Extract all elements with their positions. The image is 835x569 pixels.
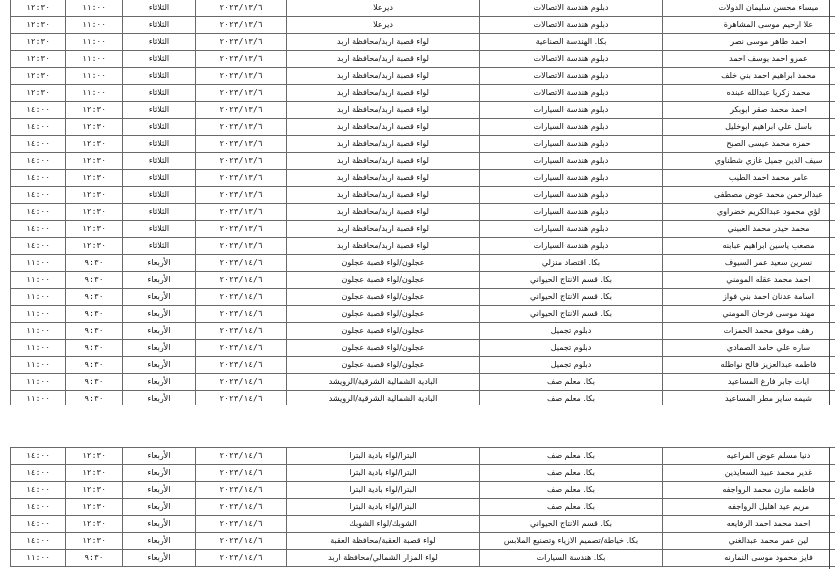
date-cell: ٢٠٢٣/١٣/٦ <box>196 170 287 187</box>
location-cell: البادية الشمالية الشرقية/الرويشد <box>287 374 480 391</box>
specialization-cell: دبلوم هندسة السيارات <box>480 153 663 170</box>
date-cell: ٢٠٢٣/١٣/٦ <box>196 34 287 51</box>
start-time-cell: ١٢:٣٠ <box>66 499 123 516</box>
end-time-cell: ١١:٠٠ <box>11 272 66 289</box>
table-row <box>11 340 835 357</box>
location-cell: عجلون/لواء قصبة عجلون <box>287 289 480 306</box>
name-cell: فايز محمود موسى النمارنه <box>663 550 835 567</box>
location-cell: عجلون/لواء قصبة عجلون <box>287 323 480 340</box>
table-row <box>11 323 835 340</box>
specialization-cell: بكا. هندسة السيارات <box>480 550 663 567</box>
table-row <box>11 448 835 465</box>
date-cell: ٢٠٢٣/١٣/٦ <box>196 204 287 221</box>
day-cell: الثلاثاء <box>123 204 196 221</box>
specialization-cell: بكا. معلم صف <box>480 465 663 482</box>
date-cell: ٢٠٢٣/١٤/٦ <box>196 340 287 357</box>
location-cell: عجلون/لواء قصبة عجلون <box>287 255 480 272</box>
date-cell: ٢٠٢٣/١٣/٦ <box>196 221 287 238</box>
name-cell: عبدالرحمن محمد عوض مصطفى <box>663 187 835 204</box>
location-cell: البترا/لواء بادية البترا <box>287 465 480 482</box>
end-time-cell: ١٤:٠٠ <box>11 187 66 204</box>
start-time-cell: ٩:٣٠ <box>66 272 123 289</box>
specialization-cell: دبلوم تجميل <box>480 323 663 340</box>
end-time-cell: ١٤:٠٠ <box>11 153 66 170</box>
day-cell: الأربعاء <box>123 374 196 391</box>
date-cell: ٢٠٢٣/١٣/٦ <box>196 0 287 17</box>
name-cell: مريم عيد اهليل الرواجفه <box>663 499 835 516</box>
day-cell: الأربعاء <box>123 272 196 289</box>
day-cell: الأربعاء <box>123 516 196 533</box>
date-cell: ٢٠٢٣/١٣/٦ <box>196 51 287 68</box>
day-cell: الثلاثاء <box>123 17 196 34</box>
end-time-cell: ١٢:٣٠ <box>11 51 66 68</box>
name-cell: احمد طاهر موسى نصر <box>663 34 835 51</box>
table-row <box>11 204 835 221</box>
date-cell: ٢٠٢٣/١٤/٦ <box>196 357 287 374</box>
table-row <box>11 153 835 170</box>
specialization-cell: دبلوم هندسة السيارات <box>480 102 663 119</box>
name-cell: اسامة عدنان احمد بني فواز <box>663 289 835 306</box>
specialization-cell: بكا. قسم الانتاج الحيواني <box>480 289 663 306</box>
specialization-cell: دبلوم هندسة السيارات <box>480 119 663 136</box>
end-time-cell: ١١:٠٠ <box>11 340 66 357</box>
specialization-cell: دبلوم هندسة السيارات <box>480 204 663 221</box>
table-row <box>11 119 835 136</box>
date-cell: ٢٠٢٣/١٤/٦ <box>196 306 287 323</box>
date-cell: ٢٠٢٣/١٤/٦ <box>196 499 287 516</box>
name-cell: احمد محمد صقر ابوبكر <box>663 102 835 119</box>
day-cell: الثلاثاء <box>123 68 196 85</box>
end-time-cell: ١١:٠٠ <box>11 306 66 323</box>
day-cell: الأربعاء <box>123 448 196 465</box>
day-cell: الثلاثاء <box>123 170 196 187</box>
day-cell: الثلاثاء <box>123 136 196 153</box>
day-cell: الأربعاء <box>123 289 196 306</box>
name-cell: احمد محمد احمد الرفايعه <box>663 516 835 533</box>
location-cell: عجلون/لواء قصبة عجلون <box>287 340 480 357</box>
specialization-cell: بكا. قسم الانتاج الحيواني <box>480 306 663 323</box>
name-cell: نسرين سعيد عمر السيوف <box>663 255 835 272</box>
location-cell: لواء المزار الشمالي/محافظة اربد <box>287 550 480 567</box>
start-time-cell: ٩:٣٠ <box>66 255 123 272</box>
end-time-cell: ١١:٠٠ <box>11 374 66 391</box>
day-cell: الأربعاء <box>123 499 196 516</box>
name-cell: دنيا مسلم عوض المراعيه <box>663 448 835 465</box>
location-cell: البترا/لواء بادية البترا <box>287 482 480 499</box>
end-time-cell: ١٤:٠٠ <box>11 204 66 221</box>
start-time-cell: ١٢:٣٠ <box>66 482 123 499</box>
page-break <box>0 405 835 447</box>
name-cell: لين عمر محمد عبدالغني <box>663 533 835 550</box>
location-cell: لواء قصبة اربد/محافظة اربد <box>287 136 480 153</box>
end-time-cell: ١٤:٠٠ <box>11 533 66 550</box>
table-row <box>11 357 835 374</box>
end-time-cell: ١٤:٠٠ <box>11 482 66 499</box>
start-time-cell: ١١:٠٠ <box>66 0 123 17</box>
date-cell: ٢٠٢٣/١٤/٦ <box>196 255 287 272</box>
day-cell: الثلاثاء <box>123 34 196 51</box>
name-cell: مهند موسى فرحان المومني <box>663 306 835 323</box>
day-cell: الثلاثاء <box>123 51 196 68</box>
day-cell: الأربعاء <box>123 465 196 482</box>
table-row <box>11 85 835 102</box>
location-cell: عجلون/لواء قصبة عجلون <box>287 357 480 374</box>
schedule-table-page-1 <box>10 0 835 425</box>
start-time-cell: ٩:٣٠ <box>66 289 123 306</box>
date-cell: ٢٠٢٣/١٣/٦ <box>196 119 287 136</box>
date-cell: ٢٠٢٣/١٣/٦ <box>196 238 287 255</box>
end-time-cell: ١٤:٠٠ <box>11 136 66 153</box>
specialization-cell: دبلوم هندسة الاتصالات <box>480 51 663 68</box>
name-cell: غدير محمد عبيد السعايدين <box>663 465 835 482</box>
location-cell: البترا/لواء بادية البترا <box>287 448 480 465</box>
date-cell: ٢٠٢٣/١٤/٦ <box>196 289 287 306</box>
start-time-cell: ١٢:٣٠ <box>66 102 123 119</box>
location-cell: عجلون/لواء قصبة عجلون <box>287 272 480 289</box>
specialization-cell: دبلوم هندسة الاتصالات <box>480 17 663 34</box>
specialization-cell: دبلوم هندسة السيارات <box>480 170 663 187</box>
specialization-cell: دبلوم تجميل <box>480 340 663 357</box>
location-cell: لواء قصبة اربد/محافظة اربد <box>287 34 480 51</box>
table-row <box>11 68 835 85</box>
location-cell: البترا/لواء بادية البترا <box>287 499 480 516</box>
location-cell: ديرعلا <box>287 17 480 34</box>
end-time-cell: ١٢:٣٠ <box>11 34 66 51</box>
name-cell: محمد حيدر محمد العبيني <box>663 221 835 238</box>
date-cell: ٢٠٢٣/١٣/٦ <box>196 68 287 85</box>
day-cell: الأربعاء <box>123 550 196 567</box>
specialization-cell: بكا. الهندسة الصناعية <box>480 34 663 51</box>
date-cell: ٢٠٢٣/١٤/٦ <box>196 448 287 465</box>
table-row <box>11 482 835 499</box>
name-cell: عمرو احمد يوسف احمد <box>663 51 835 68</box>
end-time-cell: ١٤:٠٠ <box>11 499 66 516</box>
start-time-cell: ٩:٣٠ <box>66 340 123 357</box>
start-time-cell: ١٢:٣٠ <box>66 465 123 482</box>
table-row <box>11 51 835 68</box>
start-time-cell: ٩:٣٠ <box>66 323 123 340</box>
name-cell: باسل علي ابراهيم ابوخليل <box>663 119 835 136</box>
location-cell: لواء قصبة اربد/محافظة اربد <box>287 187 480 204</box>
location-cell: الشوبك/لواء الشوبك <box>287 516 480 533</box>
name-cell: رهف موفق محمد الحمزات <box>663 323 835 340</box>
start-time-cell: ١٢:٣٠ <box>66 119 123 136</box>
table-row <box>11 238 835 255</box>
date-cell: ٢٠٢٣/١٤/٦ <box>196 550 287 567</box>
date-cell: ٢٠٢٣/١٤/٦ <box>196 465 287 482</box>
end-time-cell: ١٤:٠٠ <box>11 221 66 238</box>
location-cell: لواء قصبة اربد/محافظة اربد <box>287 238 480 255</box>
end-time-cell: ١٤:٠٠ <box>11 516 66 533</box>
name-cell: لؤي محمود عبدالكريم خضراوي <box>663 204 835 221</box>
name-cell: فاطمه عبدالعزيز فالح نواطله <box>663 357 835 374</box>
date-cell: ٢٠٢٣/١٣/٦ <box>196 153 287 170</box>
table-row <box>11 34 835 51</box>
end-time-cell: ١٤:٠٠ <box>11 102 66 119</box>
table-row <box>11 0 835 17</box>
table-row <box>11 102 835 119</box>
end-time-cell: ١١:٠٠ <box>11 391 66 408</box>
start-time-cell: ٩:٣٠ <box>66 391 123 408</box>
location-cell: لواء قصبة اربد/محافظة اربد <box>287 119 480 136</box>
date-cell: ٢٠٢٣/١٤/٦ <box>196 323 287 340</box>
table-row <box>11 550 835 567</box>
name-cell: احمد محمد عقله المومني <box>663 272 835 289</box>
location-cell: لواء قصبة العقبة/محافظة العقبة <box>287 533 480 550</box>
location-cell: لواء قصبة اربد/محافظة اربد <box>287 85 480 102</box>
start-time-cell: ١٢:٣٠ <box>66 448 123 465</box>
table-row <box>11 289 835 306</box>
location-cell: لواء قصبة اربد/محافظة اربد <box>287 51 480 68</box>
start-time-cell: ١٢:٣٠ <box>66 221 123 238</box>
table-row <box>11 136 835 153</box>
date-cell: ٢٠٢٣/١٤/٦ <box>196 374 287 391</box>
location-cell: لواء قصبة اربد/محافظة اربد <box>287 102 480 119</box>
end-time-cell: ١١:٠٠ <box>11 550 66 567</box>
location-cell: لواء قصبة اربد/محافظة اربد <box>287 68 480 85</box>
specialization-cell: بكا. خياطة/تصميم الازياء وتصنيع الملابس <box>480 533 663 550</box>
start-time-cell: ١٢:٣٠ <box>66 238 123 255</box>
name-cell: ميساء محسن سليمان الدولات <box>663 0 835 17</box>
specialization-cell: دبلوم هندسة الاتصالات <box>480 68 663 85</box>
table-row <box>11 187 835 204</box>
end-time-cell: ١١:٠٠ <box>11 255 66 272</box>
day-cell: الثلاثاء <box>123 187 196 204</box>
day-cell: الثلاثاء <box>123 0 196 17</box>
location-cell: لواء قصبة اربد/محافظة اربد <box>287 153 480 170</box>
name-cell: حمزه محمد عيسى الصبح <box>663 136 835 153</box>
day-cell: الثلاثاء <box>123 85 196 102</box>
table-row <box>11 17 835 34</box>
name-cell: مصعب ياسين ابراهيم عبابنه <box>663 238 835 255</box>
specialization-cell: دبلوم هندسة السيارات <box>480 136 663 153</box>
day-cell: الأربعاء <box>123 533 196 550</box>
date-cell: ٢٠٢٣/١٣/٦ <box>196 136 287 153</box>
start-time-cell: ١٢:٣٠ <box>66 187 123 204</box>
end-time-cell: ١٤:٠٠ <box>11 465 66 482</box>
location-cell: لواء قصبة اربد/محافظة اربد <box>287 221 480 238</box>
start-time-cell: ١٢:٣٠ <box>66 516 123 533</box>
name-cell: محمد زكريا عبدالله عبنده <box>663 85 835 102</box>
day-cell: الثلاثاء <box>123 102 196 119</box>
specialization-cell: بكا. قسم الانتاج الحيواني <box>480 516 663 533</box>
specialization-cell: بكا. معلم صف <box>480 448 663 465</box>
end-time-cell: ١٢:٣٠ <box>11 68 66 85</box>
table-row <box>11 516 835 533</box>
date-cell: ٢٠٢٣/١٣/٦ <box>196 17 287 34</box>
name-cell: فاطمه مازن محمد الرواجفه <box>663 482 835 499</box>
start-time-cell: ٩:٣٠ <box>66 357 123 374</box>
date-cell: ٢٠٢٣/١٣/٦ <box>196 187 287 204</box>
specialization-cell: بكا. اقتصاد منزلي <box>480 255 663 272</box>
specialization-cell: دبلوم هندسة السيارات <box>480 187 663 204</box>
day-cell: الأربعاء <box>123 306 196 323</box>
start-time-cell: ١١:٠٠ <box>66 34 123 51</box>
specialization-cell: دبلوم هندسة الاتصالات <box>480 85 663 102</box>
date-cell: ٢٠٢٣/١٤/٦ <box>196 391 287 408</box>
date-cell: ٢٠٢٣/١٤/٦ <box>196 516 287 533</box>
table-row <box>11 272 835 289</box>
day-cell: الثلاثاء <box>123 153 196 170</box>
day-cell: الثلاثاء <box>123 119 196 136</box>
end-time-cell: ١٤:٠٠ <box>11 238 66 255</box>
start-time-cell: ١٢:٣٠ <box>66 136 123 153</box>
location-cell: لواء قصبة اربد/محافظة اربد <box>287 170 480 187</box>
name-cell: ايات جابر فارغ المساعيد <box>663 374 835 391</box>
date-cell: ٢٠٢٣/١٤/٦ <box>196 533 287 550</box>
start-time-cell: ١٢:٣٠ <box>66 204 123 221</box>
day-cell: الأربعاء <box>123 357 196 374</box>
start-time-cell: ١١:٠٠ <box>66 85 123 102</box>
end-time-cell: ١٢:٣٠ <box>11 17 66 34</box>
table-row <box>11 255 835 272</box>
start-time-cell: ١١:٠٠ <box>66 17 123 34</box>
start-time-cell: ٩:٣٠ <box>66 306 123 323</box>
specialization-cell: دبلوم هندسة السيارات <box>480 238 663 255</box>
date-cell: ٢٠٢٣/١٣/٦ <box>196 85 287 102</box>
end-time-cell: ١٤:٠٠ <box>11 119 66 136</box>
day-cell: الثلاثاء <box>123 238 196 255</box>
location-cell: ديرعلا <box>287 0 480 17</box>
location-cell: البادية الشمالية الشرقية/الرويشد <box>287 391 480 408</box>
specialization-cell: دبلوم هندسة السيارات <box>480 221 663 238</box>
specialization-cell: دبلوم تجميل <box>480 357 663 374</box>
specialization-cell: دبلوم هندسة الاتصالات <box>480 0 663 17</box>
location-cell: لواء قصبة اربد/محافظة اربد <box>287 204 480 221</box>
start-time-cell: ١٢:٣٠ <box>66 533 123 550</box>
start-time-cell: ٩:٣٠ <box>66 374 123 391</box>
day-cell: الأربعاء <box>123 482 196 499</box>
day-cell: الأربعاء <box>123 391 196 408</box>
day-cell: الثلاثاء <box>123 221 196 238</box>
day-cell: الأربعاء <box>123 323 196 340</box>
date-cell: ٢٠٢٣/١٤/٦ <box>196 482 287 499</box>
date-cell: ٢٠٢٣/١٣/٦ <box>196 102 287 119</box>
start-time-cell: ١٢:٣٠ <box>66 170 123 187</box>
table-row <box>11 374 835 391</box>
end-time-cell: ١١:٠٠ <box>11 289 66 306</box>
location-cell: عجلون/لواء قصبة عجلون <box>287 306 480 323</box>
specialization-cell: بكا. معلم صف <box>480 391 663 408</box>
table-row <box>11 170 835 187</box>
name-cell: محمد ابراهيم احمد بني خلف <box>663 68 835 85</box>
end-time-cell: ١١:٠٠ <box>11 323 66 340</box>
schedule-table-page-2 <box>10 447 835 567</box>
end-time-cell: ١٢:٣٠ <box>11 0 66 17</box>
page-right-border <box>829 447 830 569</box>
end-time-cell: ١٤:٠٠ <box>11 170 66 187</box>
name-cell: عامر محمد احمد الطيب <box>663 170 835 187</box>
start-time-cell: ١١:٠٠ <box>66 68 123 85</box>
end-time-cell: ١٢:٣٠ <box>11 85 66 102</box>
start-time-cell: ١١:٠٠ <box>66 51 123 68</box>
specialization-cell: بكا. قسم الانتاج الحيواني <box>480 272 663 289</box>
table-row <box>11 306 835 323</box>
table-row <box>11 499 835 516</box>
start-time-cell: ١٢:٣٠ <box>66 153 123 170</box>
name-cell: سيف الدين جميل غازي شطناوي <box>663 153 835 170</box>
specialization-cell: بكا. معلم صف <box>480 499 663 516</box>
table-row <box>11 465 835 482</box>
date-cell: ٢٠٢٣/١٤/٦ <box>196 272 287 289</box>
name-cell: شيمه ساير مطر المساعيد <box>663 391 835 408</box>
end-time-cell: ١١:٠٠ <box>11 357 66 374</box>
specialization-cell: بكا. معلم صف <box>480 482 663 499</box>
table-row <box>11 221 835 238</box>
name-cell: ساره علي حامد الصمادي <box>663 340 835 357</box>
day-cell: الأربعاء <box>123 340 196 357</box>
name-cell: علا ارحيم موسى المشاهرة <box>663 17 835 34</box>
day-cell: الأربعاء <box>123 255 196 272</box>
table-row <box>11 533 835 550</box>
specialization-cell: بكا. معلم صف <box>480 374 663 391</box>
page-right-border <box>829 0 830 405</box>
end-time-cell: ١٤:٠٠ <box>11 448 66 465</box>
start-time-cell: ٩:٣٠ <box>66 550 123 567</box>
